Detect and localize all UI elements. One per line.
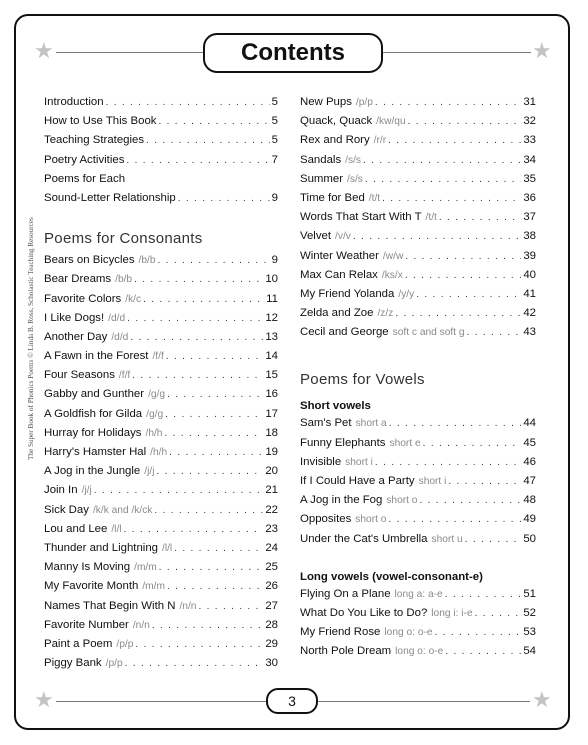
toc-entry: [300, 173, 536, 192]
entry-title: A Fawn in the Forest: [44, 350, 149, 363]
entry-title: Four Seasons: [44, 369, 115, 382]
dot-leader: [465, 534, 522, 545]
entry-page-number: 50: [523, 532, 536, 545]
entry-title: Under the Cat's Umbrella: [300, 532, 428, 545]
entry-title: Teaching Strategies: [44, 134, 145, 147]
dot-leader: [198, 601, 263, 612]
entry-title: New Pups: [300, 96, 352, 108]
dot-leader: [164, 428, 263, 439]
entry-title: Invisible: [300, 455, 342, 468]
entry-sound-tag: /d/d: [111, 331, 129, 343]
entry-sound-tag: short a: [355, 418, 387, 430]
entry-page-number: 54: [523, 645, 536, 658]
dot-leader: [388, 135, 521, 146]
toc-entry: [300, 326, 536, 345]
entry-title: Poems for Each: [44, 172, 126, 185]
toc-entry: [300, 134, 536, 153]
entry-page-number: 31: [523, 96, 536, 108]
toc-entry: [44, 484, 278, 503]
entry-page-number: 24: [265, 541, 278, 554]
toc-entry: [300, 192, 536, 211]
entry-page-number: 49: [523, 513, 536, 526]
toc-entry: [44, 561, 278, 580]
entry-title: Gabby and Gunther: [44, 388, 145, 401]
entry-title: Join In: [44, 484, 78, 497]
entry-title: Paint a Poem: [44, 637, 113, 650]
dot-leader: [134, 274, 263, 285]
dot-leader: [475, 608, 522, 619]
short-vowel-poem-list: [300, 417, 536, 551]
dot-leader: [416, 289, 521, 300]
dot-leader: [124, 524, 264, 535]
dot-leader: [169, 447, 263, 458]
entry-title: Another Day: [44, 330, 108, 343]
toc-entry: [300, 533, 536, 552]
entry-page-number: 25: [265, 561, 278, 574]
entry-sound-tag: /y/y: [398, 288, 415, 300]
entry-sound-tag: /g/g: [146, 408, 164, 420]
entry-sound-tag: /f/f: [152, 351, 164, 363]
entry-page-number: 12: [265, 311, 278, 324]
entry-page-number: 43: [523, 326, 536, 339]
dot-leader: [389, 418, 522, 429]
entry-title: My Friend Rose: [300, 626, 381, 639]
page-title: Contents: [203, 33, 383, 73]
star-icon: ★: [34, 38, 54, 63]
entry-sound-tag: /v/v: [335, 231, 351, 243]
entry-title: Flying On a Plane: [300, 587, 391, 600]
dot-leader: [423, 438, 522, 449]
dot-leader: [439, 212, 521, 223]
entry-page-number: 9: [271, 254, 278, 267]
dot-leader: [167, 581, 263, 592]
long-vowels-heading: Long vowels (vowel-consonant-e): [300, 570, 483, 583]
consonant-poem-list: [44, 254, 278, 676]
entry-title: Thunder and Lightning: [44, 541, 158, 554]
entry-title: Bear Dreams: [44, 273, 112, 286]
star-icon: ★: [532, 687, 552, 712]
entry-sound-tag: /j/j: [81, 485, 92, 497]
dot-leader: [435, 627, 522, 638]
entry-sound-tag: /w/w: [382, 250, 404, 262]
dot-leader: [154, 505, 263, 516]
entry-title: A Jog in the Fog: [300, 494, 383, 507]
entry-sound-tag: /h/h: [150, 447, 168, 458]
entry-title: Poetry Activities: [44, 153, 125, 166]
entry-title: Sam's Pet: [300, 417, 352, 430]
entry-page-number: 30: [265, 657, 278, 670]
entry-page-number: 40: [523, 268, 536, 281]
top-rule-left: [56, 52, 203, 53]
entry-title: Max Can Relax: [300, 268, 378, 281]
entry-sound-tag: /s/s: [345, 154, 362, 166]
entry-sound-tag: /b/b: [115, 274, 133, 286]
toc-entry: [44, 96, 278, 115]
entry-page-number: 5: [271, 96, 278, 108]
entry-sound-tag: /l/l: [111, 523, 122, 535]
entry-page-number: 16: [265, 388, 278, 401]
entry-sound-tag: /n/n: [132, 619, 150, 631]
toc-entry: [44, 369, 278, 388]
entry-title: Manny Is Moving: [44, 561, 131, 574]
entry-title: Sandals: [300, 153, 342, 166]
dot-leader: [445, 646, 521, 657]
entry-sound-tag: long i: i-e: [431, 607, 473, 619]
entry-page-number: 33: [523, 134, 536, 147]
entry-page-number: 52: [523, 606, 536, 619]
toc-entry: [44, 350, 278, 369]
entry-page-number: 10: [265, 273, 278, 286]
entry-sound-tag: short u: [431, 533, 463, 545]
entry-title: I Like Dogs!: [44, 311, 105, 324]
entry-page-number: 13: [265, 330, 278, 343]
entry-page-number: 9: [271, 191, 278, 204]
dot-leader: [130, 332, 263, 343]
toc-entry: [44, 293, 278, 312]
entry-page-number: 47: [523, 475, 536, 487]
dot-leader: [156, 466, 263, 477]
toc-entry: [44, 154, 278, 173]
entry-title: Sound-Letter Relationship: [44, 191, 176, 204]
dot-leader: [365, 174, 521, 185]
entry-title: What Do You Like to Do?: [300, 606, 428, 619]
toc-entry: [44, 408, 278, 427]
toc-entry: [300, 645, 536, 664]
entry-sound-tag: short e: [389, 437, 421, 449]
toc-entry: [300, 154, 536, 173]
entry-sound-tag: /ks/x: [381, 269, 403, 281]
star-icon: ★: [34, 687, 54, 712]
section-title-consonants: Poems for Consonants: [44, 230, 203, 248]
entry-sound-tag: /p/p: [116, 638, 134, 650]
entry-page-number: 48: [523, 494, 536, 507]
dot-leader: [375, 97, 521, 108]
entry-sound-tag: /r/r: [373, 135, 387, 147]
entry-sound-tag: /p/p: [105, 658, 123, 670]
entry-page-number: 39: [523, 249, 536, 262]
entry-page-number: 11: [266, 292, 278, 305]
entry-title: Opposites: [300, 513, 352, 526]
dot-leader: [375, 457, 521, 468]
entry-sound-tag: /n/n: [179, 600, 197, 612]
toc-entry: [44, 192, 278, 211]
contents-right-column: [300, 96, 536, 665]
entry-title: Introduction: [44, 96, 104, 108]
entry-sound-tag: /t/t: [425, 212, 437, 224]
toc-entry: [44, 600, 278, 619]
entry-page-number: 42: [523, 307, 536, 320]
entry-sound-tag: soft c and soft g: [392, 327, 465, 339]
entry-title: North Pole Dream: [300, 645, 392, 658]
entry-sound-tag: /m/m: [134, 562, 157, 574]
toc-entry: [44, 331, 278, 350]
entry-sound-tag: /d/d: [108, 312, 126, 324]
dot-leader: [388, 514, 521, 525]
entry-page-number: 18: [265, 426, 278, 439]
entry-page-number: 27: [265, 599, 278, 612]
dot-leader: [158, 116, 269, 127]
entry-sound-tag: /h/h: [145, 427, 163, 439]
toc-entry: [44, 465, 278, 484]
entry-page-number: 29: [265, 637, 278, 650]
entry-title: Quack, Quack: [300, 115, 373, 128]
toc-entry: [300, 288, 536, 307]
entry-sound-tag: long o: o-e: [384, 627, 433, 639]
dot-leader: [448, 476, 521, 487]
entry-sound-tag: /g/g: [148, 389, 166, 401]
dot-leader: [126, 155, 269, 166]
entry-sound-tag: /l/l: [162, 542, 173, 554]
toc-entry: [44, 173, 278, 192]
intro-list: [44, 96, 278, 211]
entry-title: Winter Weather: [300, 249, 379, 262]
entry-title: A Jog in the Jungle: [44, 465, 141, 478]
toc-entry: [44, 254, 278, 273]
contents-left-column: [44, 96, 278, 676]
entry-sound-tag: short o: [355, 514, 387, 526]
dot-leader: [408, 116, 522, 127]
entry-page-number: 51: [523, 587, 536, 600]
entry-sound-tag: /f/f: [118, 370, 131, 382]
entry-title: Sick Day: [44, 503, 89, 516]
toc-entry: [44, 388, 278, 407]
section-title-vowels: Poems for Vowels: [300, 371, 425, 389]
toc-entry: [300, 307, 536, 326]
toc-entry: [300, 230, 536, 249]
dot-leader: [165, 409, 263, 420]
entry-title: If I Could Have a Party: [300, 475, 415, 487]
entry-title: How to Use This Book: [44, 115, 157, 128]
entry-sound-tag: /s/s: [347, 173, 363, 185]
entry-page-number: 22: [265, 503, 278, 516]
entry-page-number: 19: [265, 446, 278, 458]
dot-leader: [166, 351, 264, 362]
toc-entry: [44, 638, 278, 657]
entry-sound-tag: /m/m: [142, 581, 165, 593]
dot-leader: [125, 658, 264, 669]
toc-entry: [44, 312, 278, 331]
dot-leader: [167, 389, 263, 400]
entry-title: Words That Start With T: [300, 211, 422, 224]
dot-leader: [135, 639, 263, 650]
entry-page-number: 15: [265, 369, 278, 382]
entry-title: Cecil and George: [300, 326, 389, 339]
toc-entry: [44, 115, 278, 134]
entry-title: Piggy Bank: [44, 657, 102, 670]
entry-page-number: 32: [523, 115, 536, 128]
toc-entry: [300, 475, 536, 494]
entry-title: My Friend Yolanda: [300, 287, 395, 300]
toc-entry: [300, 417, 536, 436]
entry-title: Bears on Bicycles: [44, 254, 135, 267]
entry-sound-tag: /p/p: [355, 97, 373, 108]
entry-sound-tag: short i: [418, 476, 447, 487]
dot-leader: [419, 495, 521, 506]
entry-sound-tag: /kw/qu: [376, 116, 406, 128]
toc-entry: [44, 504, 278, 523]
toc-entry: [44, 273, 278, 292]
dot-leader: [467, 327, 522, 338]
entry-title: Lou and Lee: [44, 522, 108, 535]
dot-leader: [146, 135, 270, 146]
toc-entry: [300, 96, 536, 115]
entry-title: A Goldfish for Gilda: [44, 407, 143, 420]
page-number: 3: [266, 688, 318, 714]
entry-page-number: 23: [265, 522, 278, 535]
entry-page-number: 35: [523, 172, 536, 185]
toc-entry: [300, 588, 536, 607]
entry-title: Harry's Hamster Hal: [44, 446, 147, 458]
entry-sound-tag: short i: [345, 456, 373, 468]
entry-title: Hurray for Holidays: [44, 426, 142, 439]
bottom-rule-right: [318, 701, 530, 702]
entry-sound-tag: /z/z: [377, 308, 394, 320]
entry-title: Velvet: [300, 230, 332, 243]
entry-sound-tag: /t/t: [368, 192, 381, 204]
toc-entry: [300, 250, 536, 269]
toc-entry: [44, 619, 278, 638]
entry-page-number: 37: [523, 211, 536, 224]
dot-leader: [143, 294, 264, 305]
entry-page-number: 21: [265, 484, 278, 497]
entry-title: Funny Elephants: [300, 436, 386, 449]
toc-entry: [44, 523, 278, 542]
toc-entry: [44, 580, 278, 599]
dot-leader: [132, 370, 263, 381]
entry-sound-tag: /k/k and /k/ck: [92, 504, 153, 516]
toc-entry: [44, 542, 278, 561]
entry-page-number: 28: [265, 618, 278, 631]
star-icon: ★: [532, 38, 552, 63]
toc-entry: [300, 115, 536, 134]
entry-title: Favorite Number: [44, 618, 129, 631]
entry-page-number: 26: [265, 580, 278, 593]
dot-leader: [127, 313, 263, 324]
entry-title: Names That Begin With N: [44, 599, 176, 612]
entry-page-number: 44: [523, 417, 536, 430]
dot-leader: [174, 543, 263, 554]
toc-entry: [300, 437, 536, 456]
entry-page-number: 5: [271, 115, 278, 128]
entry-page-number: 53: [523, 626, 536, 639]
entry-sound-tag: short o: [386, 495, 418, 507]
toc-entry: [300, 456, 536, 475]
entry-sound-tag: /k/c: [125, 293, 142, 305]
entry-title: Rex and Rory: [300, 134, 370, 147]
dot-leader: [353, 231, 521, 242]
entry-page-number: 46: [523, 455, 536, 468]
entry-title: My Favorite Month: [44, 580, 139, 593]
entry-page-number: 41: [523, 287, 536, 300]
consonant-poem-list-cont: [300, 96, 536, 345]
entry-page-number: 17: [265, 407, 278, 420]
entry-title: Time for Bed: [300, 191, 365, 204]
entry-page-number: 36: [523, 191, 536, 204]
toc-entry: [300, 211, 536, 230]
entry-page-number: 38: [523, 230, 536, 243]
dot-leader: [363, 155, 521, 166]
short-vowels-heading: Short vowels: [300, 400, 371, 413]
dot-leader: [178, 193, 270, 204]
entry-sound-tag: long o: o-e: [395, 646, 444, 658]
dot-leader: [405, 251, 521, 262]
dot-leader: [445, 589, 522, 600]
dot-leader: [106, 97, 270, 108]
entry-page-number: 7: [271, 153, 278, 166]
long-vowel-poem-list: [300, 588, 536, 665]
toc-entry: [44, 134, 278, 153]
toc-entry: [300, 494, 536, 513]
dot-leader: [405, 270, 522, 281]
toc-entry: [300, 626, 536, 645]
entry-title: Zelda and Zoe: [300, 307, 374, 320]
toc-entry: [44, 657, 278, 676]
entry-title: Favorite Colors: [44, 292, 122, 305]
dot-leader: [158, 255, 270, 266]
dot-leader: [94, 485, 264, 496]
dot-leader: [395, 308, 521, 319]
entry-sound-tag: long a: a-e: [394, 588, 443, 600]
entry-sound-tag: /j/j: [144, 466, 155, 478]
dot-leader: [159, 562, 264, 573]
dot-leader: [382, 193, 521, 204]
toc-entry: [44, 446, 278, 465]
toc-entry: [300, 269, 536, 288]
toc-entry: [300, 607, 536, 626]
entry-page-number: 20: [265, 465, 278, 478]
toc-entry: [44, 427, 278, 446]
entry-page-number: 45: [523, 436, 536, 449]
entry-sound-tag: /b/b: [138, 255, 156, 267]
dot-leader: [152, 620, 264, 631]
bottom-rule-left: [56, 701, 266, 702]
top-rule-right: [383, 52, 531, 53]
entry-page-number: 5: [271, 134, 278, 147]
entry-title: Summer: [300, 172, 344, 185]
entry-page-number: 14: [265, 350, 278, 363]
toc-entry: [300, 513, 536, 532]
entry-page-number: 34: [523, 153, 536, 166]
